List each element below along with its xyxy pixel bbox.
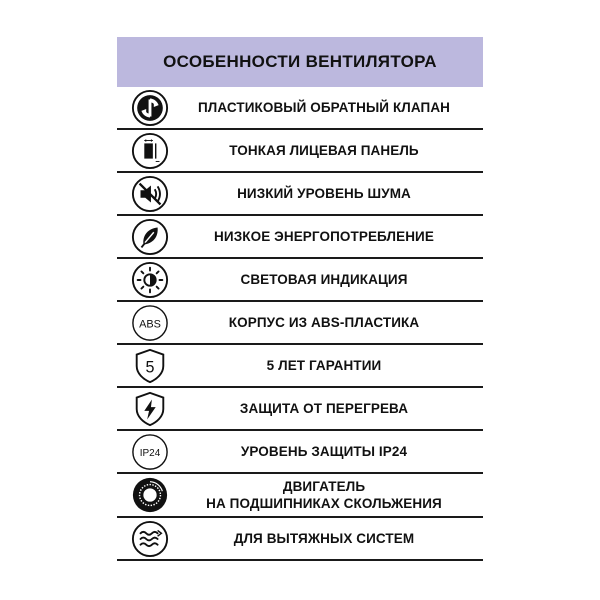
feature-label: УРОВЕНЬ ЗАЩИТЫ IP24	[240, 444, 408, 459]
bearing-motor-icon	[131, 476, 169, 514]
muted-speaker-icon	[131, 175, 169, 213]
feature-label: ТОНКАЯ ЛИЦЕВАЯ ПАНЕЛЬ	[229, 143, 419, 158]
feature-label: ДЛЯ ВЫТЯЖНЫХ СИСТЕМ	[233, 531, 415, 546]
feature-row	[117, 216, 483, 259]
feature-label-line1: ДВИГАТЕЛЬ	[282, 479, 366, 494]
feature-label-line2: НА ПОДШИПНИКАХ СКОЛЬЖЕНИЯ	[206, 496, 442, 511]
ip24-icon	[131, 433, 169, 471]
features-sheet	[117, 37, 483, 561]
feature-row	[117, 345, 483, 388]
leaf-icon	[131, 218, 169, 256]
feature-row	[117, 130, 483, 173]
feature-label: 5 ЛЕТ ГАРАНТИИ	[266, 358, 382, 373]
feature-row	[117, 87, 483, 130]
feature-label: НИЗКОЕ ЭНЕРГОПОТРЕБЛЕНИЕ	[214, 229, 434, 244]
feature-row	[117, 173, 483, 216]
feature-label: СВЕТОВАЯ ИНДИКАЦИЯ	[240, 272, 408, 287]
feature-row	[117, 518, 483, 561]
ip24-icon-text: IP24	[139, 447, 161, 459]
feature-label: НИЗКИЙ УРОВЕНЬ ШУМА	[237, 186, 411, 201]
thin-panel-icon	[131, 132, 169, 170]
header-banner	[117, 37, 483, 87]
feature-row	[117, 474, 483, 518]
overheat-shield-icon	[131, 390, 169, 428]
feature-row	[117, 431, 483, 474]
feature-label: ПЛАСТИКОВЫЙ ОБРАТНЫЙ КЛАПАН	[197, 100, 451, 115]
abs-icon	[131, 304, 169, 342]
warranty-shield-icon	[131, 347, 169, 385]
exhaust-waves-icon	[131, 520, 169, 558]
abs-icon-text: ABS	[139, 317, 161, 330]
light-indicator-icon	[131, 261, 169, 299]
feature-row	[117, 302, 483, 345]
feature-label: ЗАЩИТА ОТ ПЕРЕГРЕВА	[239, 401, 409, 416]
feature-row	[117, 259, 483, 302]
backdraft-valve-icon	[131, 89, 169, 127]
feature-row	[117, 388, 483, 431]
feature-label: КОРПУС ИЗ ABS-ПЛАСТИКА	[228, 315, 420, 330]
warranty-years-text: 5	[145, 358, 155, 377]
page-title: ОСОБЕННОСТИ ВЕНТИЛЯТОРА	[163, 52, 437, 71]
